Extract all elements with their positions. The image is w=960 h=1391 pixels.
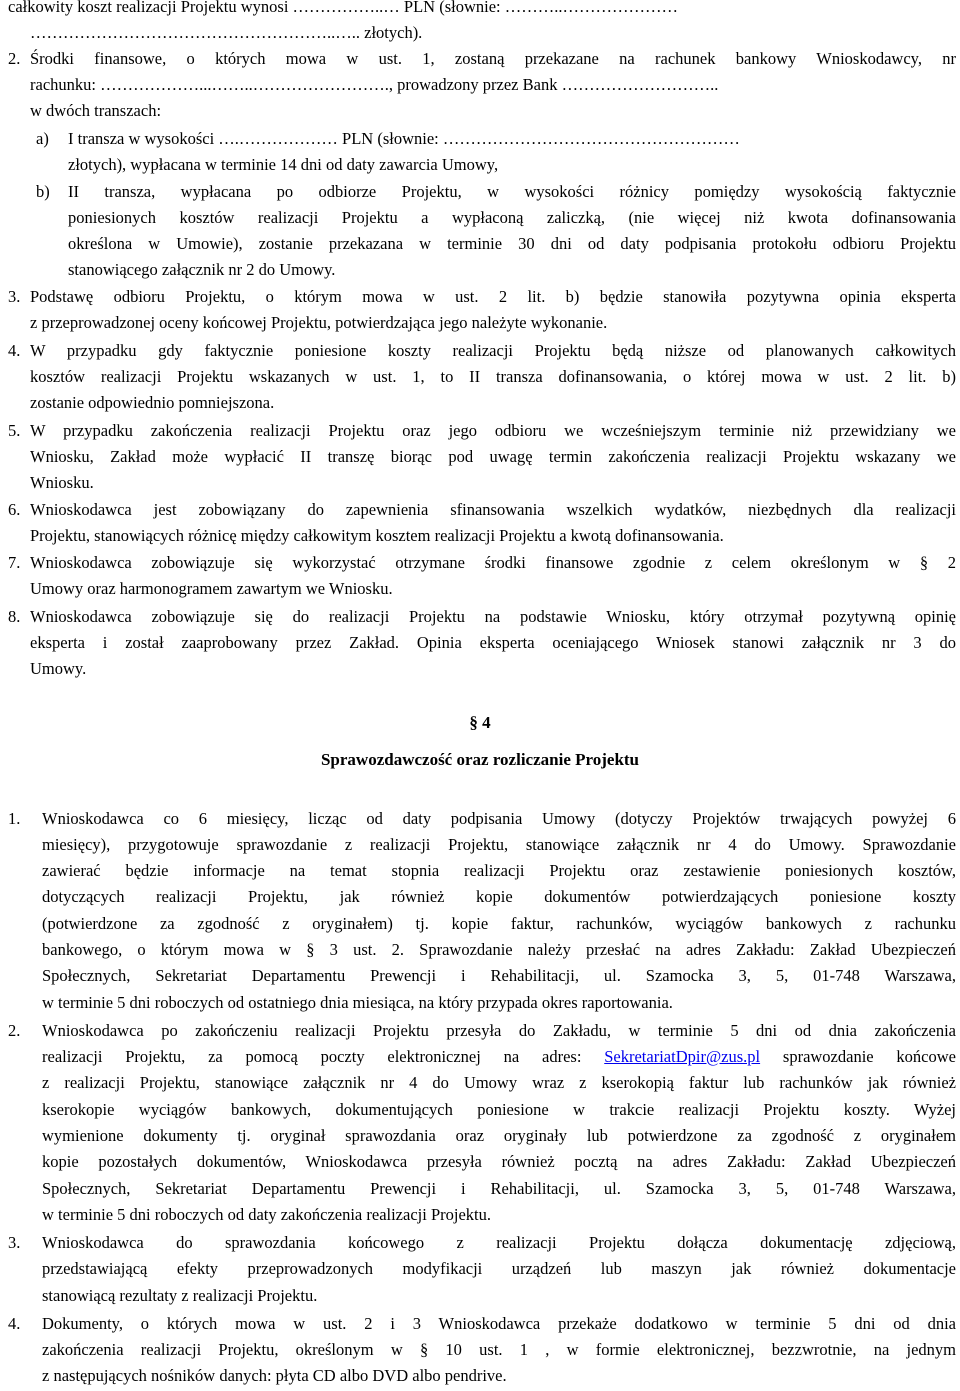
text-line: z realizacji Projektu, stanowiące załącznik nr 4 do Umowy wraz z kserokopią faktur lub rachunków jak również [42, 1073, 956, 1092]
text-line: poniesionych kosztów realizacji Projektu a wypłaconą zaliczką, (nie więcej niż kwota dofinansowania [68, 208, 956, 227]
text-line: z następujących nośników danych: płyta CD albo DVD albo pendrive. [42, 1366, 507, 1385]
text-line: Wnioskodawca co 6 miesięcy, licząc od daty podpisania Umowy (dotyczy Projektów trwających powyżej 6 [42, 809, 956, 828]
text-line: Wniosku, Zakład może wypłacić II transzę biorąc pod uwagę termin zakończenia realizacji Projektu wskazany we [30, 447, 956, 466]
list-number: 2. [8, 1021, 21, 1040]
text-line: dotyczących realizacji Projektu, jak również kopie dokumentów potwierdzających poniesione koszty [42, 887, 956, 906]
text-line: kopie pozostałych dokumentów, Wnioskodawca przesyła również pocztą na adres Zakładu: Zakład Ubezpieczeń [42, 1152, 956, 1171]
list-number: 4. [8, 1314, 21, 1333]
text-line: całkowity koszt realizacji Projektu wynosi ……………..… PLN (słownie: ………..………………… [8, 0, 679, 16]
text-line: w terminie 5 dni roboczych od daty zakończenia realizacji Projektu. [42, 1205, 491, 1224]
list-number: 4. [8, 341, 21, 360]
text-line: Środki finansowe, o których mowa w ust. 1, zostaną przekazane na rachunek bankowy Wnioskodawcy, nr [30, 49, 956, 68]
list-number: 2. [8, 49, 21, 68]
text-line: stanowiącą rezultaty z realizacji Projektu. [42, 1286, 318, 1305]
section-title: Sprawozdawczość oraz rozliczanie Projektu [320, 750, 640, 769]
list-number: 8. [8, 607, 21, 626]
text-line: kosztów realizacji Projektu wskazanych w ust. 1, to II transza dofinansowania, o której mowa w ust. 2 lit. b) [30, 367, 956, 386]
text-line: przedstawiającą efekty przeprowadzonych modyfikacji urządzeń lub maszyn jak również dokumentacje [42, 1259, 956, 1278]
text-line: Społecznych, Sekretariat Departamentu Prewencji i Rehabilitacji, ul. Szamocka 3, 5, 01-748 Warszawa, [42, 966, 956, 985]
sublist-label: b) [36, 182, 50, 201]
text-line: Wnioskodawca po zakończeniu realizacji Projektu przesyła do Zakładu, w terminie 5 dni od dnia zakończenia [42, 1021, 956, 1040]
text-line: (potwierdzone za zgodność z oryginałem) tj. kopie faktur, rachunków, wyciągów bankowych z rachunku [42, 914, 956, 933]
text-line: W przypadku gdy faktycznie poniesione koszty realizacji Projektu będą niższe od planowanych całkowitych [30, 341, 956, 360]
text-line: w terminie 5 dni roboczych od ostatniego dnia miesiąca, na który przypada okres raportowania. [42, 993, 673, 1012]
email-link[interactable]: SekretariatDpir@zus.pl [604, 1047, 761, 1066]
text-line: Wnioskodawca zobowiązuje się wykorzystać otrzymane środki finansowe zgodnie z celem określonym w § 2 [30, 553, 956, 572]
text-line: Podstawę odbioru Projektu, o którym mowa w ust. 2 lit. b) będzie stanowiła pozytywna opinia eksperta [30, 287, 956, 306]
text-line: określona w Umowie), zostanie przekazana w terminie 30 dni od daty podpisania protokołu odbioru Projektu [68, 234, 956, 253]
list-number: 3. [8, 287, 21, 306]
text-line: Wnioskodawca do sprawozdania końcowego z realizacji Projektu dołącza dokumentację zdjęciową, [42, 1233, 956, 1252]
list-number: 3. [8, 1233, 21, 1252]
text-line: W przypadku zakończenia realizacji Projektu oraz jego odbioru we wcześniejszym terminie niż przewidziany we [30, 421, 956, 440]
text-line: Wnioskodawca zobowiązuje się do realizacji Projektu na podstawie Wniosku, który otrzymał pozytywną opinię [30, 607, 956, 626]
text-line: z przeprowadzonej oceny końcowej Projektu, potwierdzająca jego należyte wykonanie. [30, 313, 608, 332]
text-line: Umowy oraz harmonogramem zawartym we Wniosku. [30, 579, 393, 598]
text-line: zostanie odpowiednio pomniejszona. [30, 393, 275, 412]
text-line: Umowy. [30, 659, 87, 678]
text-line: złotych), wypłacana w terminie 14 dni od daty zawarcia Umowy, [68, 155, 499, 174]
list-number: 7. [8, 553, 21, 572]
text-line: miesięcy), przygotowuje sprawozdanie z realizacji Projektu, stanowiące załącznik nr 4 do Umowy. Sprawozdanie [42, 835, 956, 854]
text-line: Projektu, stanowiących różnicę między całkowitym kosztem realizacji Projektu a kwotą dofinansowania. [30, 526, 724, 545]
text-line: II transza, wypłacana po odbiorze Projektu, w wysokości różnicy pomiędzy wysokością faktycznie [68, 182, 956, 201]
text-line: zakończenia realizacji Projektu, określonym w § 10 ust. 1 , w formie elektronicznej, bezzwrotnie, na jednym [42, 1340, 956, 1359]
text-fragment: realizacji Projektu, za pomocą poczty elektronicznej na adres: [42, 1047, 605, 1066]
sublist-label: a) [36, 129, 49, 148]
text-line: w dwóch transzach: [30, 101, 162, 120]
text-line: kserokopie wyciągów bankowych, dokumentujących poniesione w trakcie realizacji Projektu koszty. Wyżej [42, 1100, 956, 1119]
list-number: 1. [8, 809, 21, 828]
text-line: ………………………………………………..….. złotych). [30, 23, 423, 42]
text-line: wymienione dokumenty tj. oryginał sprawozdania oraz oryginały lub potwierdzone za zgodność z oryginałem [42, 1126, 956, 1145]
list-number: 6. [8, 500, 21, 519]
text-line: eksperta i został zaaprobowany przez Zakład. Opinia eksperta oceniającego Wniosek stanowi załącznik nr 3 do [30, 633, 956, 652]
text-line: Wnioskodawca jest zobowiązany do zapewnienia sfinansowania wszelkich wydatków, niezbędnych dla realizacji [30, 500, 956, 519]
text-fragment: sprawozdanie końcowe [760, 1047, 956, 1066]
section-number: § 4 [469, 713, 491, 732]
text-line-with-link [42, 1047, 956, 1067]
text-line: rachunku: ………………...……..……………………., prowadzony przez Bank ……………………….. [30, 75, 719, 94]
text-line: Dokumenty, o których mowa w ust. 2 i 3 Wnioskodawca przekaże dodatkowo w terminie 5 dni od dnia [42, 1314, 956, 1333]
text-line: stanowiącego załącznik nr 2 do Umowy. [68, 260, 336, 279]
list-number: 5. [8, 421, 21, 440]
text-line: bankowego, o którym mowa w § 3 ust. 2. Sprawozdanie należy przesłać na adres Zakładu: Zakład Ubezpieczeń [42, 940, 956, 959]
text-line: zawierać będzie informacje na temat stopnia realizacji Projektu oraz zestawienie poniesionych kosztów, [42, 861, 956, 880]
text-line: Społecznych, Sekretariat Departamentu Prewencji i Rehabilitacji, ul. Szamocka 3, 5, 01-748 Warszawa, [42, 1179, 956, 1198]
text-line: Wniosku. [30, 473, 94, 492]
text-line: I transza w wysokości ….……………… PLN (słownie: ……………………………………………… [68, 129, 740, 148]
